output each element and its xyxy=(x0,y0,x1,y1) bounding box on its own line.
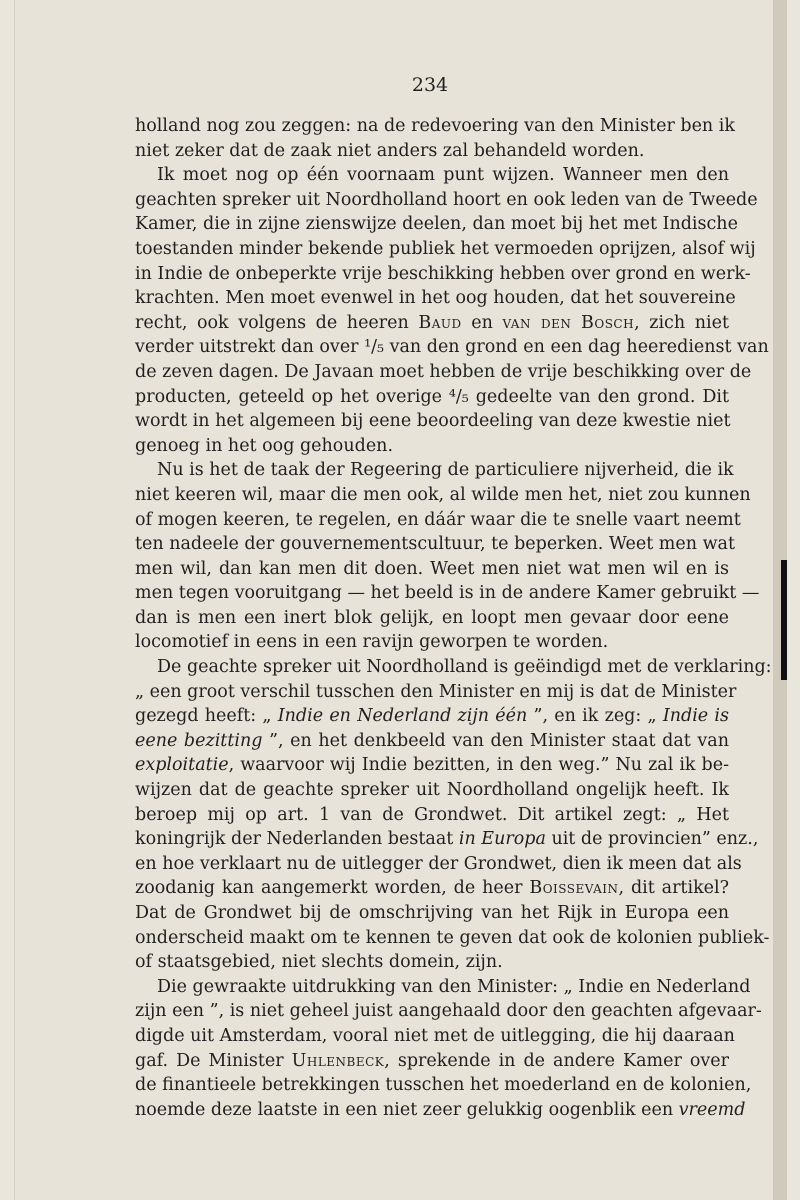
text-run: onderscheid maakt om te kennen te geven dat ook de kolonien publiek- xyxy=(135,927,770,948)
text-line xyxy=(135,409,729,434)
text-line xyxy=(135,262,751,287)
text-run: dan is men een inert blok gelijk, en loopt men gevaar door eene xyxy=(135,607,729,628)
text-line xyxy=(135,434,729,459)
person-name: Baud xyxy=(418,312,462,333)
text-run: Dat de Grondwet bij de omschrijving van het Rijk in Europa een xyxy=(135,903,729,923)
text-run: ”, en ik zeg: „ xyxy=(527,706,663,727)
text-run: recht, ook volgens de heeren xyxy=(135,312,419,333)
text-line xyxy=(135,926,770,951)
text-run: in Indie de onbeperkte vrije beschikking hebben over grond en werk- xyxy=(135,263,751,284)
text-run: , dit artikel? xyxy=(618,878,730,899)
italic-phrase: exploitatie xyxy=(135,755,229,776)
text-run: gaf. De Minister xyxy=(135,1050,292,1071)
book-page xyxy=(14,0,787,1200)
text-line xyxy=(135,1098,746,1123)
italic-phrase: eene bezitting xyxy=(135,730,263,751)
text-line xyxy=(135,778,729,803)
text-line xyxy=(135,852,742,877)
text-line xyxy=(135,803,729,828)
text-run: genoeg in het oog gehouden. xyxy=(135,435,394,456)
text-line xyxy=(135,1049,729,1074)
text-line xyxy=(135,557,729,582)
text-line xyxy=(135,704,729,729)
text-run: Ik moet nog op één voornaam punt wijzen. Wanneer men den xyxy=(157,165,729,186)
text-run: noemde deze laatste in een niet zeer gelukkig oogenblik een xyxy=(135,1099,679,1120)
text-run: Kamer, die in zijne zienswijze deelen, dan moet bij het met Indische xyxy=(135,214,738,235)
text-run: de finantieele betrekkingen tusschen het moederland en de kolonien, xyxy=(135,1075,752,1096)
text-line xyxy=(135,606,729,631)
text-line xyxy=(135,1024,735,1049)
text-run: producten, geteeld op het overige ⁴/₅ gedeelte van den grond. Dit xyxy=(135,386,729,407)
text-line xyxy=(135,139,729,164)
text-run: niet zeker dat de zaak niet anders zal behandeld worden. xyxy=(135,140,645,161)
text-run: men wil, dan kan men dit doen. Weet men niet wat men wil en is xyxy=(135,558,729,579)
text-run: zoodanig kan aangemerkt worden, de heer xyxy=(135,878,530,899)
text-line xyxy=(135,680,737,705)
text-line xyxy=(135,975,751,1000)
text-line xyxy=(135,581,760,606)
text-run: en hoe verklaart nu de uitlegger der Grondwet, dien ik meen dat als xyxy=(135,853,742,874)
text-run: holland nog zou zeggen: na de redevoering van den Minister ben ik xyxy=(135,116,735,136)
text-line xyxy=(135,483,751,508)
text-run: Die gewraakte uitdrukking van den Minister: „ Indie en Nederland xyxy=(157,976,751,997)
text-run: locomotief in eens in een ravijn geworpen te worden. xyxy=(135,632,609,653)
text-line xyxy=(135,901,729,926)
italic-phrase: in Europa xyxy=(458,829,546,850)
text-line xyxy=(135,311,729,336)
text-run: ten nadeele der gouvernementscultuur, te beperken. Weet men wat xyxy=(135,534,736,555)
text-line xyxy=(135,212,738,237)
text-line xyxy=(135,458,734,483)
text-run: of mogen keeren, te regelen, en dáár waar die te snelle vaart neemt xyxy=(135,509,741,530)
page-edge-shadow xyxy=(781,560,787,680)
text-run: beroep mij op art. 1 van de Grondwet. Dit artikel zegt: „ Het xyxy=(135,804,729,825)
text-run: koningrijk der Nederlanden bestaat xyxy=(135,829,459,850)
text-line xyxy=(135,532,736,557)
text-run: men tegen vooruitgang — het beeld is in de andere Kamer gebruikt — xyxy=(135,583,760,604)
person-name: Bosch xyxy=(581,312,635,333)
text-line xyxy=(135,188,758,213)
text-run: geachten spreker uit Noordholland hoort en ook leden van de Tweede xyxy=(135,189,758,210)
person-name: Uhlenbeck xyxy=(291,1050,385,1071)
text-run: of staatsgebied, niet slechts domein, zijn. xyxy=(135,952,503,973)
text-line xyxy=(135,876,729,901)
text-run: niet keeren wil, maar die men ook, al wilde men het, niet zou kunnen xyxy=(135,484,751,505)
text-run: , sprekende in de andere Kamer over xyxy=(384,1050,730,1071)
text-line xyxy=(135,237,756,262)
text-run xyxy=(571,313,581,333)
person-name: Boissevain xyxy=(529,878,619,899)
text-run: gezegd heeft: „ xyxy=(135,706,278,727)
text-run: Nu is het de taak der Regeering de particuliere nijverheid, die ik xyxy=(157,460,734,481)
text-line xyxy=(135,655,772,680)
text-line xyxy=(135,950,729,975)
text-line xyxy=(135,163,729,188)
text-run: toestanden minder bekende publiek het vermoeden oprijzen, alsof wij xyxy=(135,238,756,259)
text-line xyxy=(135,729,729,754)
text-line xyxy=(135,827,759,852)
text-line xyxy=(135,385,729,410)
text-line xyxy=(135,335,769,360)
text-line xyxy=(135,630,729,655)
text-run: wordt in het algemeen bij eene beoordeeling van deze kwestie niet xyxy=(135,411,731,432)
text-run: digde uit Amsterdam, vooral niet met de uitlegging, die hij daaraan xyxy=(135,1025,735,1046)
text-run: ”, en het denkbeeld van den Minister staat dat van xyxy=(262,730,729,751)
text-line xyxy=(135,999,762,1024)
text-run: de zeven dagen. De Javaan moet hebben de vrije beschikking over de xyxy=(135,361,752,382)
text-run: krachten. Men moet evenwel in het oog houden, dat het souvereine xyxy=(135,288,736,309)
italic-phrase: Indie is xyxy=(662,706,729,727)
text-run: De geachte spreker uit Noordholland is geëindigd met de verklaring: xyxy=(157,657,772,678)
text-line xyxy=(135,114,735,139)
body-text xyxy=(135,114,772,1122)
text-line xyxy=(135,753,729,778)
text-line xyxy=(135,360,752,385)
text-run: , waarvoor wij Indie bezitten, in den weg.” Nu zal ik be- xyxy=(228,755,729,776)
person-name: van den xyxy=(502,312,572,333)
text-run: uit de provincien” enz., xyxy=(545,829,759,850)
text-line xyxy=(135,286,736,311)
text-run: , zich niet xyxy=(634,312,729,333)
text-run: zijn een ”, is niet geheel juist aangehaald door den geachten afgevaar- xyxy=(135,1001,762,1022)
page-number: 234 xyxy=(411,74,449,96)
text-line xyxy=(135,508,741,533)
text-run: verder uitstrekt dan over ¹/₅ van den grond en een dag heeredienst van xyxy=(135,337,769,358)
text-run: wijzen dat de geachte spreker uit Noordholland ongelijk heeft. Ik xyxy=(135,780,729,801)
text-run: „ een groot verschil tusschen den Minister en mij is dat de Minister xyxy=(135,681,737,702)
text-run: en xyxy=(461,312,503,333)
text-line xyxy=(135,1073,752,1098)
italic-phrase: vreemd xyxy=(678,1099,746,1120)
italic-phrase: Indie en Nederland zijn één xyxy=(277,706,528,727)
